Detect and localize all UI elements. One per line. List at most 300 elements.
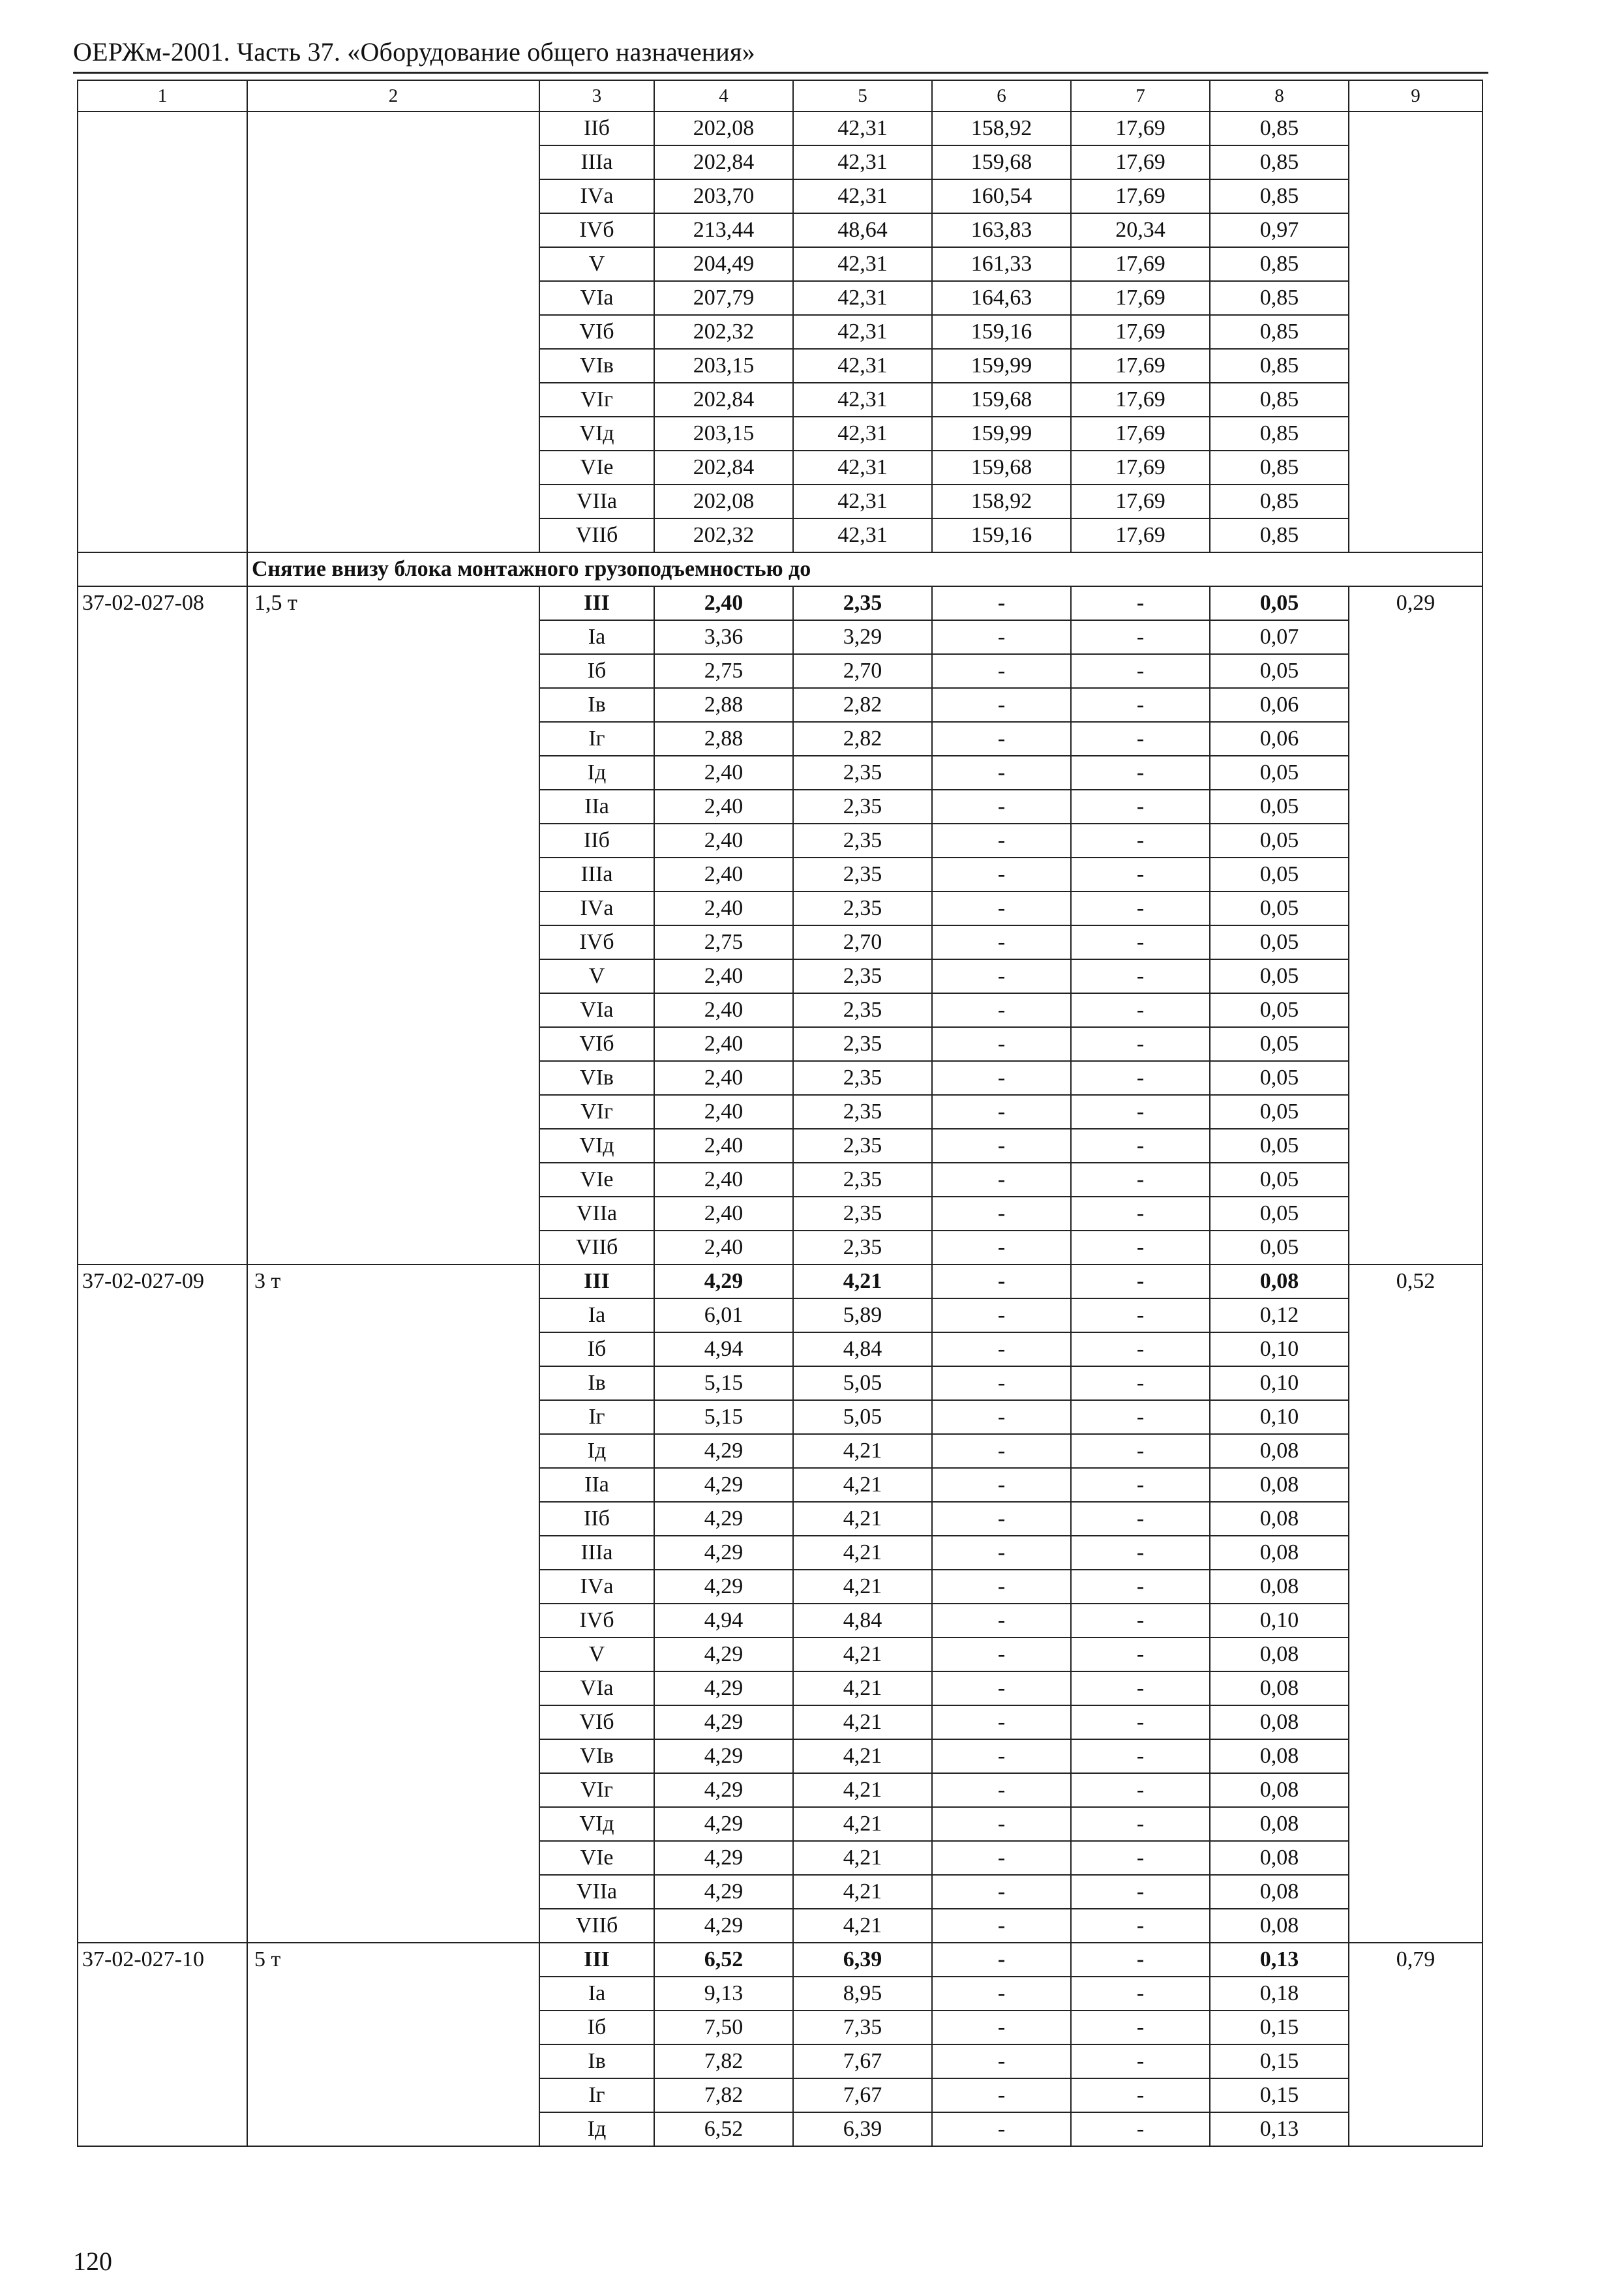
materials-cell: 0,10 <box>1210 1366 1349 1400</box>
wage-cell: 2,35 <box>793 756 932 790</box>
zone-cell: Iг <box>539 722 654 756</box>
machine-cost-cell: - <box>932 1570 1071 1604</box>
machine-wage-cell: 17,69 <box>1071 383 1210 417</box>
machine-wage-cell: - <box>1071 688 1210 722</box>
zone-cell: VIд <box>539 417 654 451</box>
section-title: Снятие внизу блока монтажного грузоподъемностью до <box>247 552 1482 586</box>
zone-cell: Iб <box>539 2011 654 2044</box>
materials-cell: 0,08 <box>1210 1875 1349 1909</box>
machinist-labor-cell <box>1349 112 1482 552</box>
wage-cell: 4,21 <box>793 1434 932 1468</box>
wage-cell: 4,21 <box>793 1807 932 1841</box>
machine-cost-cell: - <box>932 959 1071 993</box>
machine-wage-cell: - <box>1071 1231 1210 1264</box>
total-cost-cell: 3,36 <box>654 620 793 654</box>
materials-cell: 0,12 <box>1210 1298 1349 1332</box>
machine-cost-cell: - <box>932 1332 1071 1366</box>
machine-wage-cell: 17,69 <box>1071 451 1210 485</box>
norm-name: 1,5 т <box>247 586 539 1264</box>
wage-cell: 42,31 <box>793 145 932 179</box>
total-cost-cell: 4,29 <box>654 1739 793 1773</box>
wage-cell: 2,82 <box>793 722 932 756</box>
materials-cell: 0,05 <box>1210 756 1349 790</box>
total-cost-cell: 4,29 <box>654 1705 793 1739</box>
zone-cell: V <box>539 959 654 993</box>
code-cell <box>78 112 247 552</box>
materials-cell: 0,85 <box>1210 281 1349 315</box>
machine-cost-cell: - <box>932 1095 1071 1129</box>
total-cost-cell: 2,40 <box>654 1163 793 1197</box>
zone-cell: III <box>539 1943 654 1977</box>
materials-cell: 0,05 <box>1210 993 1349 1027</box>
total-cost-cell: 2,40 <box>654 1061 793 1095</box>
name-cell <box>247 112 539 552</box>
machine-cost-cell: - <box>932 1943 1071 1977</box>
total-cost-cell: 202,08 <box>654 112 793 145</box>
materials-cell: 0,15 <box>1210 2011 1349 2044</box>
zone-cell: VIе <box>539 1163 654 1197</box>
total-cost-cell: 4,94 <box>654 1604 793 1638</box>
total-cost-cell: 202,84 <box>654 145 793 179</box>
wage-cell: 2,35 <box>793 586 932 620</box>
wage-cell: 5,05 <box>793 1366 932 1400</box>
wage-cell: 42,31 <box>793 112 932 145</box>
document-header-title: ОЕРЖм-2001. Часть 37. «Оборудование общего назначения» <box>73 37 755 67</box>
total-cost-cell: 6,52 <box>654 2112 793 2146</box>
machine-cost-cell: - <box>932 586 1071 620</box>
materials-cell: 0,05 <box>1210 824 1349 858</box>
machine-wage-cell: - <box>1071 993 1210 1027</box>
header-rule <box>73 72 1488 74</box>
materials-cell: 0,08 <box>1210 1468 1349 1502</box>
zone-cell: IIа <box>539 1468 654 1502</box>
zone-cell: VIб <box>539 1705 654 1739</box>
materials-cell: 0,85 <box>1210 112 1349 145</box>
total-cost-cell: 4,29 <box>654 1875 793 1909</box>
wage-cell: 4,21 <box>793 1841 932 1875</box>
machine-cost-cell: - <box>932 1264 1071 1298</box>
machine-wage-cell: - <box>1071 1773 1210 1807</box>
machine-wage-cell: - <box>1071 1909 1210 1943</box>
machine-wage-cell: - <box>1071 858 1210 891</box>
table-row <box>78 112 1482 145</box>
total-cost-cell: 2,40 <box>654 1095 793 1129</box>
machine-wage-cell: - <box>1071 1570 1210 1604</box>
total-cost-cell: 4,29 <box>654 1502 793 1536</box>
materials-cell: 0,85 <box>1210 145 1349 179</box>
zone-cell: Iв <box>539 2044 654 2078</box>
zone-cell: Iв <box>539 688 654 722</box>
machine-cost-cell: - <box>932 1027 1071 1061</box>
zone-cell: VIIа <box>539 1875 654 1909</box>
total-cost-cell: 2,88 <box>654 722 793 756</box>
materials-cell: 0,13 <box>1210 1943 1349 1977</box>
materials-cell: 0,05 <box>1210 1061 1349 1095</box>
materials-cell: 0,05 <box>1210 586 1349 620</box>
total-cost-cell: 202,84 <box>654 383 793 417</box>
wage-cell: 2,35 <box>793 891 932 925</box>
total-cost-cell: 2,40 <box>654 790 793 824</box>
wage-cell: 48,64 <box>793 213 932 247</box>
materials-cell: 0,85 <box>1210 315 1349 349</box>
wage-cell: 2,35 <box>793 1129 932 1163</box>
wage-cell: 2,35 <box>793 959 932 993</box>
total-cost-cell: 4,29 <box>654 1638 793 1671</box>
total-cost-cell: 203,70 <box>654 179 793 213</box>
total-cost-cell: 7,82 <box>654 2044 793 2078</box>
zone-cell: Iа <box>539 620 654 654</box>
zone-cell: IVа <box>539 891 654 925</box>
column-number-header: 5 <box>793 80 932 112</box>
wage-cell: 5,05 <box>793 1400 932 1434</box>
wage-cell: 42,31 <box>793 315 932 349</box>
materials-cell: 0,08 <box>1210 1536 1349 1570</box>
wage-cell: 42,31 <box>793 179 932 213</box>
zone-cell: IVа <box>539 179 654 213</box>
machine-wage-cell: - <box>1071 1197 1210 1231</box>
materials-cell: 0,85 <box>1210 179 1349 213</box>
wage-cell: 2,35 <box>793 1061 932 1095</box>
column-number-header: 6 <box>932 80 1071 112</box>
materials-cell: 0,05 <box>1210 891 1349 925</box>
zone-cell: IIб <box>539 1502 654 1536</box>
zone-cell: VIIб <box>539 1231 654 1264</box>
machine-cost-cell: - <box>932 1129 1071 1163</box>
materials-cell: 0,05 <box>1210 1163 1349 1197</box>
machine-wage-cell: - <box>1071 1671 1210 1705</box>
table-row <box>78 586 1482 620</box>
machine-wage-cell: - <box>1071 1027 1210 1061</box>
materials-cell: 0,06 <box>1210 722 1349 756</box>
machine-cost-cell: - <box>932 1638 1071 1671</box>
table-row <box>78 1264 1482 1298</box>
total-cost-cell: 204,49 <box>654 247 793 281</box>
machine-cost-cell: - <box>932 1197 1071 1231</box>
wage-cell: 6,39 <box>793 2112 932 2146</box>
materials-cell: 0,05 <box>1210 1027 1349 1061</box>
machine-wage-cell: - <box>1071 1095 1210 1129</box>
machine-wage-cell: - <box>1071 2112 1210 2146</box>
zone-cell: VIд <box>539 1807 654 1841</box>
machine-cost-cell: 160,54 <box>932 179 1071 213</box>
machine-wage-cell: - <box>1071 2044 1210 2078</box>
total-cost-cell: 2,40 <box>654 993 793 1027</box>
machine-cost-cell: - <box>932 1298 1071 1332</box>
machine-cost-cell: - <box>932 1739 1071 1773</box>
wage-cell: 4,21 <box>793 1909 932 1943</box>
machine-wage-cell: - <box>1071 1977 1210 2011</box>
wage-cell: 2,70 <box>793 654 932 688</box>
machine-wage-cell: - <box>1071 1536 1210 1570</box>
machine-wage-cell: 17,69 <box>1071 179 1210 213</box>
norm-code: 37-02-027-10 <box>78 1943 247 2146</box>
column-number-header: 4 <box>654 80 793 112</box>
zone-cell: VIв <box>539 349 654 383</box>
materials-cell: 0,05 <box>1210 1129 1349 1163</box>
zone-cell: IVб <box>539 925 654 959</box>
machine-cost-cell: - <box>932 1977 1071 2011</box>
machine-cost-cell: 164,63 <box>932 281 1071 315</box>
materials-cell: 0,85 <box>1210 485 1349 518</box>
total-cost-cell: 2,40 <box>654 858 793 891</box>
materials-cell: 0,08 <box>1210 1671 1349 1705</box>
materials-cell: 0,05 <box>1210 925 1349 959</box>
wage-cell: 4,21 <box>793 1739 932 1773</box>
materials-cell: 0,06 <box>1210 688 1349 722</box>
machine-wage-cell: 17,69 <box>1071 518 1210 552</box>
wage-cell: 2,35 <box>793 993 932 1027</box>
machine-wage-cell: - <box>1071 722 1210 756</box>
machine-wage-cell: 17,69 <box>1071 485 1210 518</box>
total-cost-cell: 5,15 <box>654 1400 793 1434</box>
total-cost-cell: 203,15 <box>654 349 793 383</box>
zone-cell: IIIа <box>539 145 654 179</box>
column-number-row <box>78 80 1482 112</box>
machinist-labor-cell: 0,79 <box>1349 1943 1482 2146</box>
machine-cost-cell: 159,16 <box>932 518 1071 552</box>
table-row <box>78 1943 1482 1977</box>
norm-code: 37-02-027-09 <box>78 1264 247 1943</box>
machine-wage-cell: 17,69 <box>1071 281 1210 315</box>
total-cost-cell: 2,40 <box>654 756 793 790</box>
total-cost-cell: 6,52 <box>654 1943 793 1977</box>
wage-cell: 42,31 <box>793 247 932 281</box>
total-cost-cell: 2,40 <box>654 824 793 858</box>
zone-cell: VIа <box>539 281 654 315</box>
wage-cell: 4,21 <box>793 1773 932 1807</box>
total-cost-cell: 4,29 <box>654 1671 793 1705</box>
wage-cell: 42,31 <box>793 417 932 451</box>
total-cost-cell: 2,40 <box>654 1231 793 1264</box>
wage-cell: 4,21 <box>793 1705 932 1739</box>
materials-cell: 0,18 <box>1210 1977 1349 2011</box>
wage-cell: 2,70 <box>793 925 932 959</box>
machine-wage-cell: - <box>1071 2011 1210 2044</box>
zone-cell: VIв <box>539 1061 654 1095</box>
materials-cell: 0,08 <box>1210 1570 1349 1604</box>
norm-code: 37-02-027-08 <box>78 586 247 1264</box>
total-cost-cell: 213,44 <box>654 213 793 247</box>
machine-cost-cell: 159,68 <box>932 145 1071 179</box>
wage-cell: 4,21 <box>793 1671 932 1705</box>
total-cost-cell: 4,29 <box>654 1434 793 1468</box>
machine-wage-cell: - <box>1071 1943 1210 1977</box>
materials-cell: 0,08 <box>1210 1909 1349 1943</box>
zone-cell: VIIб <box>539 1909 654 1943</box>
zone-cell: IIа <box>539 790 654 824</box>
zone-cell: Iд <box>539 1434 654 1468</box>
column-number-header: 8 <box>1210 80 1349 112</box>
machine-cost-cell: 159,99 <box>932 417 1071 451</box>
machine-cost-cell: - <box>932 1468 1071 1502</box>
zone-cell: VIе <box>539 451 654 485</box>
machine-wage-cell: - <box>1071 1705 1210 1739</box>
wage-cell: 2,35 <box>793 1163 932 1197</box>
machine-wage-cell: - <box>1071 1604 1210 1638</box>
total-cost-cell: 2,75 <box>654 925 793 959</box>
machine-cost-cell: - <box>932 1875 1071 1909</box>
total-cost-cell: 202,84 <box>654 451 793 485</box>
wage-cell: 2,35 <box>793 858 932 891</box>
machine-wage-cell: 17,69 <box>1071 417 1210 451</box>
zone-cell: Iб <box>539 654 654 688</box>
materials-cell: 0,05 <box>1210 1231 1349 1264</box>
total-cost-cell: 2,40 <box>654 891 793 925</box>
machine-wage-cell: - <box>1071 1366 1210 1400</box>
materials-cell: 0,08 <box>1210 1773 1349 1807</box>
zone-cell: Iа <box>539 1298 654 1332</box>
machine-cost-cell: - <box>932 1671 1071 1705</box>
machine-wage-cell: - <box>1071 1332 1210 1366</box>
machine-cost-cell: - <box>932 2011 1071 2044</box>
machine-wage-cell: - <box>1071 925 1210 959</box>
materials-cell: 0,08 <box>1210 1841 1349 1875</box>
wage-cell: 4,21 <box>793 1638 932 1671</box>
total-cost-cell: 2,40 <box>654 1027 793 1061</box>
materials-cell: 0,85 <box>1210 349 1349 383</box>
norm-name: 5 т <box>247 1943 539 2146</box>
wage-cell: 5,89 <box>793 1298 932 1332</box>
column-number-header: 7 <box>1071 80 1210 112</box>
total-cost-cell: 203,15 <box>654 417 793 451</box>
materials-cell: 0,10 <box>1210 1604 1349 1638</box>
wage-cell: 3,29 <box>793 620 932 654</box>
wage-cell: 4,84 <box>793 1332 932 1366</box>
total-cost-cell: 2,40 <box>654 586 793 620</box>
zone-cell: IVб <box>539 213 654 247</box>
materials-cell: 0,08 <box>1210 1705 1349 1739</box>
wage-cell: 7,67 <box>793 2044 932 2078</box>
machine-cost-cell: - <box>932 891 1071 925</box>
materials-cell: 0,05 <box>1210 654 1349 688</box>
zone-cell: VIIа <box>539 1197 654 1231</box>
machine-wage-cell: 17,69 <box>1071 145 1210 179</box>
machine-wage-cell: 17,69 <box>1071 112 1210 145</box>
wage-cell: 42,31 <box>793 281 932 315</box>
zone-cell: IIIа <box>539 858 654 891</box>
total-cost-cell: 4,29 <box>654 1264 793 1298</box>
machine-cost-cell: - <box>932 790 1071 824</box>
machine-wage-cell: - <box>1071 1264 1210 1298</box>
machine-cost-cell: 159,99 <box>932 349 1071 383</box>
machine-wage-cell: - <box>1071 1400 1210 1434</box>
total-cost-cell: 9,13 <box>654 1977 793 2011</box>
column-number-header: 3 <box>539 80 654 112</box>
zone-cell: VIа <box>539 993 654 1027</box>
machine-cost-cell: - <box>932 858 1071 891</box>
total-cost-cell: 4,29 <box>654 1841 793 1875</box>
zone-cell: VIв <box>539 1739 654 1773</box>
machine-wage-cell: - <box>1071 1434 1210 1468</box>
total-cost-cell: 207,79 <box>654 281 793 315</box>
machine-cost-cell: - <box>932 1502 1071 1536</box>
materials-cell: 0,05 <box>1210 959 1349 993</box>
machine-cost-cell: 163,83 <box>932 213 1071 247</box>
total-cost-cell: 4,94 <box>654 1332 793 1366</box>
materials-cell: 0,85 <box>1210 518 1349 552</box>
materials-cell: 0,85 <box>1210 417 1349 451</box>
machine-wage-cell: - <box>1071 790 1210 824</box>
machine-wage-cell: - <box>1071 891 1210 925</box>
machine-cost-cell: 158,92 <box>932 112 1071 145</box>
wage-cell: 2,35 <box>793 790 932 824</box>
total-cost-cell: 2,40 <box>654 959 793 993</box>
total-cost-cell: 4,29 <box>654 1909 793 1943</box>
section-heading-row <box>78 552 1482 586</box>
wage-cell: 4,21 <box>793 1570 932 1604</box>
zone-cell: III <box>539 586 654 620</box>
total-cost-cell: 202,32 <box>654 518 793 552</box>
wage-cell: 4,21 <box>793 1536 932 1570</box>
wage-cell: 2,35 <box>793 1231 932 1264</box>
zone-cell: VIг <box>539 383 654 417</box>
materials-cell: 0,08 <box>1210 1434 1349 1468</box>
machine-wage-cell: - <box>1071 620 1210 654</box>
total-cost-cell: 2,40 <box>654 1197 793 1231</box>
wage-cell: 2,35 <box>793 1095 932 1129</box>
machine-wage-cell: - <box>1071 654 1210 688</box>
machine-wage-cell: - <box>1071 824 1210 858</box>
machine-wage-cell: - <box>1071 1061 1210 1095</box>
machine-cost-cell: - <box>932 1773 1071 1807</box>
machine-cost-cell: 161,33 <box>932 247 1071 281</box>
machine-cost-cell: - <box>932 824 1071 858</box>
machine-wage-cell: - <box>1071 1875 1210 1909</box>
machine-cost-cell: - <box>932 1061 1071 1095</box>
total-cost-cell: 4,29 <box>654 1570 793 1604</box>
machinist-labor-cell: 0,52 <box>1349 1264 1482 1943</box>
materials-cell: 0,15 <box>1210 2044 1349 2078</box>
materials-cell: 0,05 <box>1210 790 1349 824</box>
zone-cell: Iг <box>539 1400 654 1434</box>
machine-wage-cell: - <box>1071 1163 1210 1197</box>
materials-cell: 0,08 <box>1210 1739 1349 1773</box>
wage-cell: 2,35 <box>793 1197 932 1231</box>
machinist-labor-cell: 0,29 <box>1349 586 1482 1264</box>
wage-cell: 4,21 <box>793 1875 932 1909</box>
total-cost-cell: 2,88 <box>654 688 793 722</box>
column-number-header: 1 <box>78 80 247 112</box>
machine-wage-cell: - <box>1071 1468 1210 1502</box>
total-cost-cell: 2,40 <box>654 1129 793 1163</box>
norms-table <box>77 80 1483 2147</box>
machine-cost-cell: - <box>932 1841 1071 1875</box>
total-cost-cell: 2,75 <box>654 654 793 688</box>
machine-wage-cell: - <box>1071 1298 1210 1332</box>
machine-wage-cell: - <box>1071 586 1210 620</box>
zone-cell: III <box>539 1264 654 1298</box>
zone-cell: VIб <box>539 1027 654 1061</box>
machine-cost-cell: - <box>932 2044 1071 2078</box>
column-number-header: 9 <box>1349 80 1482 112</box>
wage-cell: 2,35 <box>793 1027 932 1061</box>
zone-cell: Iа <box>539 1977 654 2011</box>
zone-cell: IVа <box>539 1570 654 1604</box>
materials-cell: 0,07 <box>1210 620 1349 654</box>
machine-cost-cell: - <box>932 1366 1071 1400</box>
machine-wage-cell: 17,69 <box>1071 315 1210 349</box>
machine-cost-cell: - <box>932 1604 1071 1638</box>
wage-cell: 42,31 <box>793 451 932 485</box>
total-cost-cell: 7,82 <box>654 2078 793 2112</box>
zone-cell: IIб <box>539 824 654 858</box>
total-cost-cell: 5,15 <box>654 1366 793 1400</box>
materials-cell: 0,97 <box>1210 213 1349 247</box>
wage-cell: 4,21 <box>793 1502 932 1536</box>
machine-wage-cell: - <box>1071 2078 1210 2112</box>
machine-wage-cell: - <box>1071 1807 1210 1841</box>
wage-cell: 2,82 <box>793 688 932 722</box>
